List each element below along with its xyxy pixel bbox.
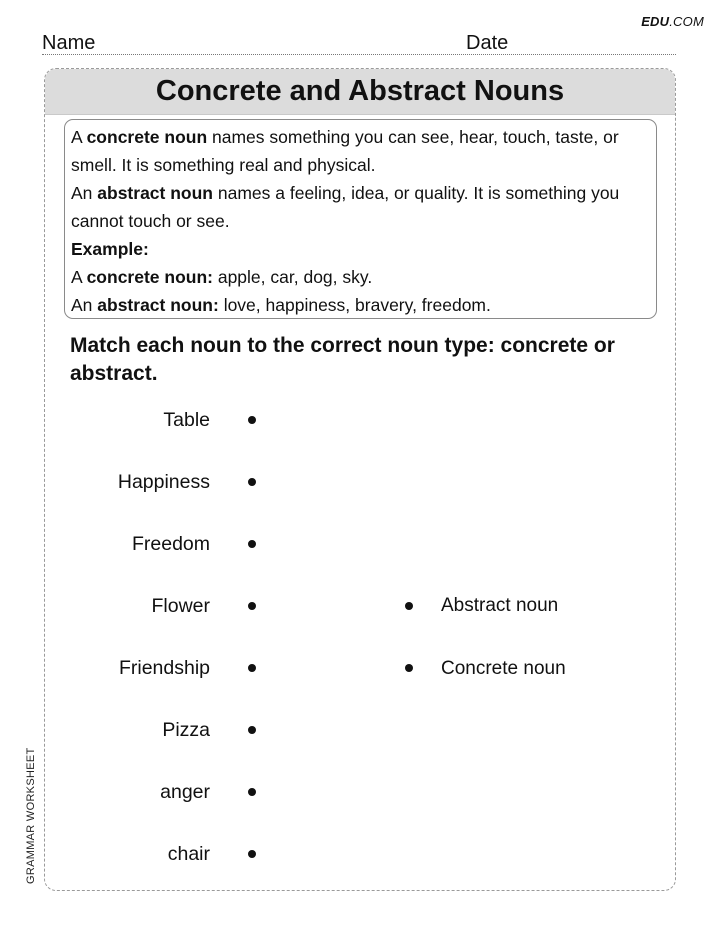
type-match-dot[interactable] bbox=[405, 664, 413, 672]
noun-match-dot[interactable] bbox=[248, 664, 256, 672]
noun-item: Friendship bbox=[118, 657, 210, 679]
type-item-abstract: Abstract noun bbox=[441, 595, 559, 616]
worksheet-title: Concrete and Abstract Nouns bbox=[45, 69, 675, 115]
abstract-example: An abstract noun: love, happiness, bravery, freedom. bbox=[71, 295, 491, 315]
instructions: Match each noun to the correct noun type: concrete or abstract. bbox=[70, 334, 615, 385]
example-label: Example: bbox=[71, 239, 149, 259]
noun-match-dot[interactable] bbox=[248, 602, 256, 610]
type-item-concrete: Concrete noun bbox=[441, 658, 566, 679]
noun-match-dot[interactable] bbox=[248, 416, 256, 424]
concrete-definition: A concrete noun names something you can see, hear, touch, taste, or smell. It is something real and physical. bbox=[71, 127, 619, 175]
brand-logo: EDU.COM bbox=[641, 14, 704, 29]
noun-item: anger bbox=[160, 781, 210, 803]
abstract-definition: An abstract noun names a feeling, idea, or quality. It is something you cannot touch or see. bbox=[71, 183, 620, 231]
noun-item: Flower bbox=[151, 595, 210, 617]
concrete-example: A concrete noun: apple, car, dog, sky. bbox=[71, 267, 373, 287]
noun-item: Table bbox=[163, 409, 210, 431]
noun-match-dot[interactable] bbox=[248, 540, 256, 548]
noun-match-dot[interactable] bbox=[248, 478, 256, 486]
date-label: Date bbox=[466, 32, 509, 54]
name-date-line bbox=[42, 32, 676, 55]
side-label: GRAMMAR WORKSHEET bbox=[25, 747, 37, 884]
noun-match-dot[interactable] bbox=[248, 726, 256, 734]
noun-item: Freedom bbox=[131, 533, 210, 555]
noun-item: Happiness bbox=[117, 471, 210, 493]
noun-item: chair bbox=[167, 843, 210, 865]
noun-item: Pizza bbox=[162, 719, 210, 741]
name-label: Name bbox=[42, 32, 96, 54]
noun-match-dot[interactable] bbox=[248, 850, 256, 858]
noun-match-dot[interactable] bbox=[248, 788, 256, 796]
type-match-dot[interactable] bbox=[405, 602, 413, 610]
definition-box bbox=[64, 119, 657, 319]
